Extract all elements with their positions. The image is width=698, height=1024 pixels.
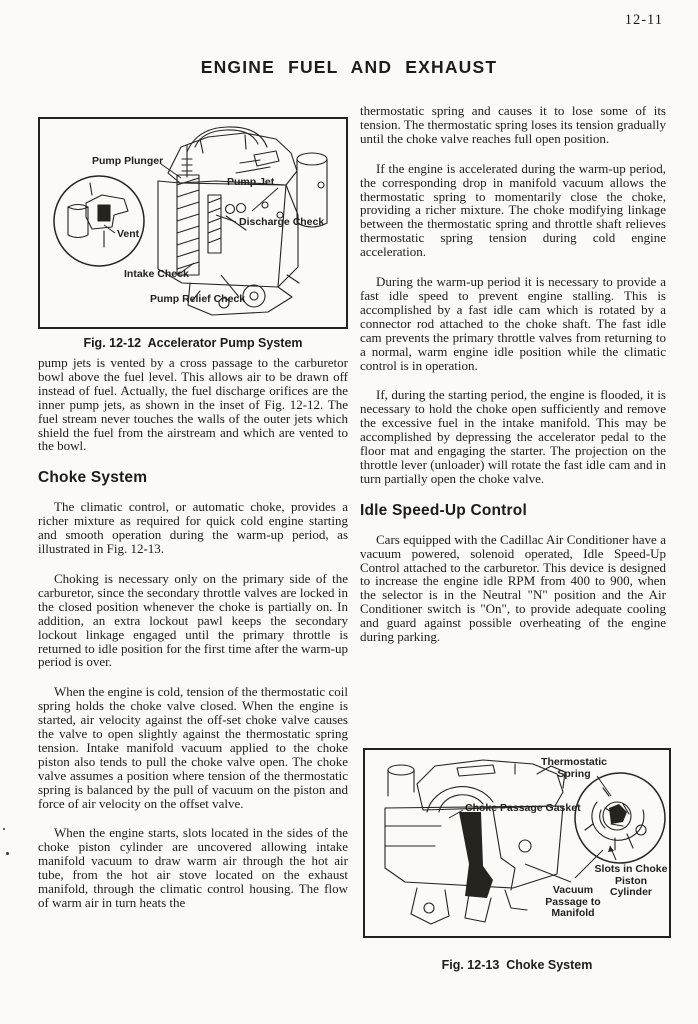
paragraph: thermostatic spring and causes it to lose some of its tension. The thermostatic spring loses its tension gradually until the choke valve reaches full open position. [360, 103, 666, 146]
label-thermostatic-spring: Thermostatic Spring [541, 756, 607, 780]
paragraph: If, during the starting period, the engine is flooded, it is necessary to hold the choke open sufficiently and remove the excessive fuel in the intake manifold. This may be accomplished by depressing the accelerator pedal to the floor mat and engaging the starter. The projection on the throttle lever (unloader) will rotate the fast idle cam and in turn partially open the choke valve. [360, 387, 666, 486]
page-title: ENGINE FUEL AND EXHAUST [200, 57, 498, 77]
paragraph: pump jets is vented by a cross passage to the carburetor bowl above the fuel level. This allows air to be drawn off instead of fuel. Actually, the fuel discharge orifices are the inner pump jets, as shown in the inset of Fig. 12-12. The fuel stream never touches the walls of the outer jets which shield the fuel from the airstream and which are vented to the bowl. [38, 355, 348, 454]
paragraph: When the engine starts, slots located in the sides of the choke piston cylinder are uncovered allowing intake manifold vacuum to draw warm air through the hot air tube, from the hot air stove located on the exhaust manifold, through the climatic control housing. The flow of warm air in turn heats the [38, 825, 348, 910]
figure-12-13-caption: Fig. 12-13 Choke System [441, 958, 593, 972]
figure-12-12-caption: Fig. 12-12 Accelerator Pump System [83, 336, 303, 350]
paragraph: Cars equipped with the Cadillac Air Conditioner have a vacuum powered, solenoid operated, Idle Speed-Up Control attached to the carburetor. This device is designed to increase the engine idle RPM from 400 to 900, when the selector is in the Neutral "N" position and the Air Conditioner switch is "On", to provide adequate cooling and guard against possible overheating of the engine during parking. [360, 531, 666, 645]
scan-speck [6, 852, 9, 855]
section-heading-choke-system: Choke System [38, 469, 148, 487]
label-pump-jet: Pump Jet [227, 176, 275, 188]
section-heading-idle-speed-up-control: Idle Speed-Up Control [360, 501, 527, 519]
paragraph: When the engine is cold, tension of the thermostatic coil spring holds the choke valve closed. When the engine is started, air velocity against the off-set choke valve causes the valve to open slightly against the thermostatic spring tension. Intake manifold vacuum applied to the choke piston also tends to pull the choke valve open. The choke valve assumes a position where tension of the thermostatic spring is balanced by the pull of vacuum on the piston and force of air velocity on the offset valve. [38, 684, 348, 811]
paragraph: The climatic control, or automatic choke, provides a richer mixture as required for quick cold engine starting and smooth operation during the warm-up period, as illustrated in Fig. 12-13. [38, 499, 348, 557]
label-discharge-check: Discharge Check [239, 216, 325, 228]
page-number: 12-11 [624, 12, 663, 28]
paragraph: During the warm-up period it is necessary to provide a fast idle speed to prevent engine stalling. This is accomplished by a fast idle cam which is rotated by a connector rod attached to the choke shaft. The fast idle cam prevents the primary throttle valves from returning to a normal, warm engine idle position while the climatic control is in operation. [360, 274, 666, 373]
label-pump-plunger: Pump Plunger [92, 155, 164, 167]
carburetor-art [385, 760, 665, 924]
label-vent: Vent [117, 228, 140, 240]
figure-accelerator-pump-system [38, 117, 348, 329]
scan-speck [3, 828, 5, 830]
paragraph: Choking is necessary only on the primary side of the carburetor, since the secondary throttle valves are locked in the closed position whenever the choke is partially on. In addition, an extra lockout pawl keeps the secondary lockout linkage engaged until the primary throttle is returned to idle position for the first time after the warm-up period is over. [38, 570, 348, 670]
label-slots-choke-piston: Slots in Choke Piston Cylinder [594, 863, 668, 898]
label-intake-check: Intake Check [124, 268, 189, 280]
figure-choke-system [363, 748, 671, 938]
label-vacuum-passage: Vacuum Passage to Manifold [545, 884, 601, 919]
label-choke-passage-gasket: Choke Passage Gasket [465, 802, 581, 814]
left-column [38, 356, 348, 926]
label-pump-relief-check: Pump Relief Check [150, 293, 246, 305]
choke-system-drawing [365, 750, 669, 936]
paragraph: If the engine is accelerated during the warm-up period, the corresponding drop in manifold vacuum allows the thermostatic spring to momentarily close the choke, providing a richer mixture. The choke modifying linkage between the thermostatic spring and throttle shaft relieves thermostatic spring tension during cold engine acceleration. [360, 160, 666, 260]
right-column [360, 104, 666, 660]
